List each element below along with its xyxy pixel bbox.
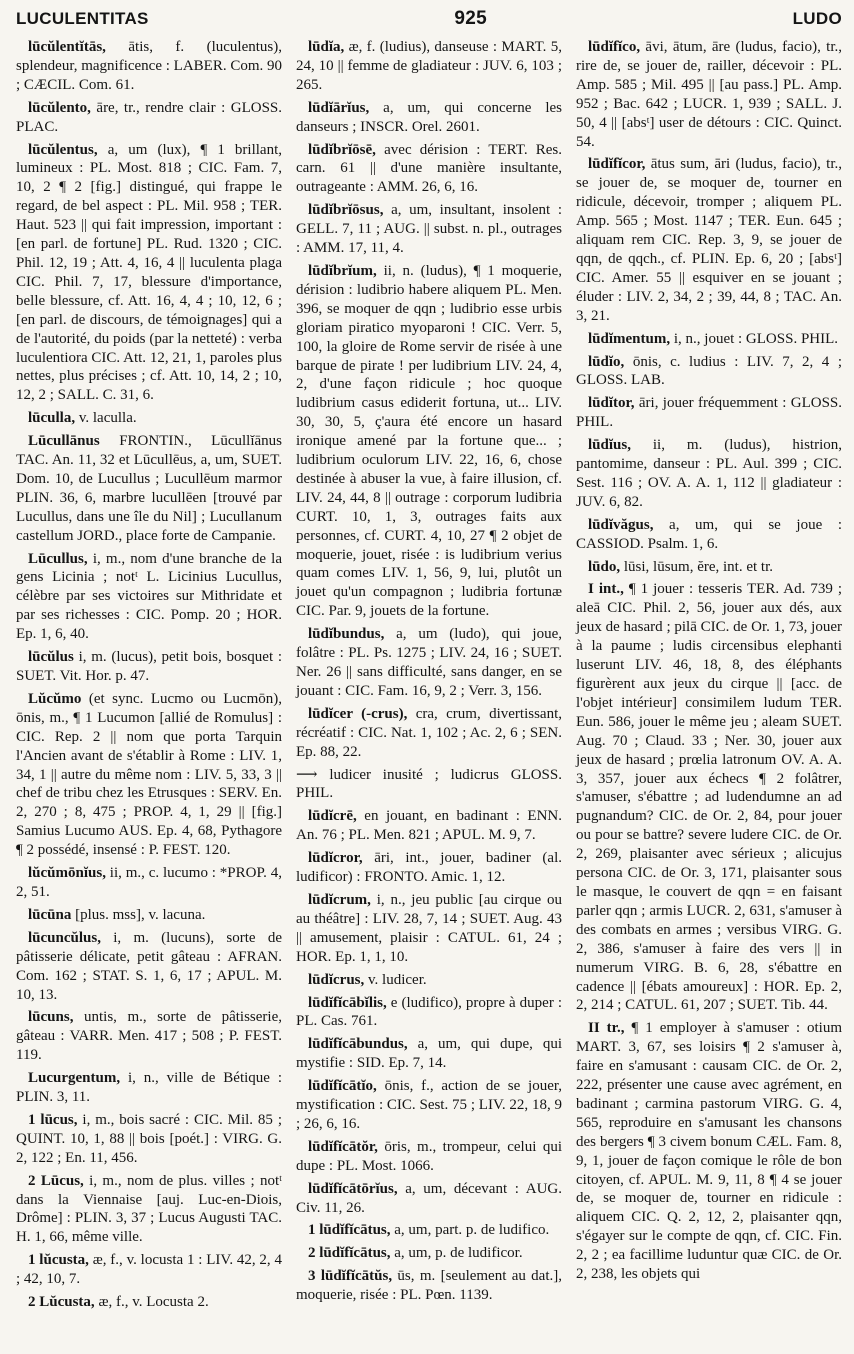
headword: lūdĭa, xyxy=(308,39,345,55)
headword: lūdĭbrĭōsē, xyxy=(308,141,376,158)
dictionary-entry xyxy=(296,971,562,990)
headword: lūdĭo, xyxy=(588,353,625,370)
headword: lūculla, xyxy=(28,410,76,427)
page-number: 925 xyxy=(454,8,487,29)
definition-text: ōris, m., trompeur, celui qui dupe : PL. Most. 1066. xyxy=(296,1138,562,1174)
headword: lūdĭus, xyxy=(588,437,631,454)
definition-text: ūs, m. [seulement au dat.], moquerie, risée : PL. Pœn. 1139. xyxy=(296,1268,563,1304)
headword: lūdĭfĭcātŏr, xyxy=(308,1138,378,1155)
headword: lūdĭcrus, xyxy=(308,971,365,988)
definition-text: ātus sum, āri (ludus, facio), tr., se jouer de, se moquer de, tourner en ridicule, décevoir, tromper ; aliquem PL. Amp. 565 ; Most. 1147 ; TER. Eun. 645 ; aliquam rem CIC. Rep. 3, 9, se jouer de qqn, de qqch., cf. PLIN. Ep. 6, 20 ; [absᵗ] CIC. Amer. 55 || esquiver en se jouant ; éluder : LIV. 2, 34, 2 ; 39, 44, 8 ; TAC. An. 3, 21. xyxy=(576,156,843,324)
definition-text: v. ludicer. xyxy=(368,971,427,988)
dictionary-entry xyxy=(576,1019,842,1284)
definition-text: æ, f., v. Locusta 2. xyxy=(98,1294,209,1311)
definition-text: æ, f., v. locusta 1 : LIV. 42, 2, 4 ; 42, 10, 7. xyxy=(16,1252,282,1288)
headword: lūdĭmentum, xyxy=(588,330,671,347)
definition-text: i, m., bois sacré : CIC. Mil. 85 ; QUINT. 10, 1, 88 || bois [poét.] : VIRG. G. 2, 122 ; En. 11, 456. xyxy=(16,1111,282,1166)
definition-text: ¶ 1 employer à s'amuser : otium MART. 3, 67, ses loisirs ¶ 2 s'amuser à, faire en s'amusant : causam CIC. de Or. 2, 222, présenter une cause avec agrément, en badinant ; carmina pastorum VIRG. G. 4, 565, reproduire en s'amusant les chansons des bergers ¶ 3 civem bonum CÆL. Fam. 8, 9, 1, jouer de façon comique le rôle de bon citoyen, cf. APUL. M. 9, 11, 8 ¶ 4 se jouer de, se moquer de, tourner en ridicule : aliquem CIC. Q. 2, 12, 2, plaisanter qqn, s'égayer sur le compte de qqn, cf. CIC. Fin. 2, 2 ; ea facillime luduntur quæ CIC. de Or. 2, 238, les objets qui xyxy=(576,1020,843,1283)
headword: lūdĭfĭcābundus, xyxy=(308,1036,408,1053)
headword: lūdĭvăgus, xyxy=(588,516,654,533)
definition-text: en jouant, en badinant : ENN. An. 76 ; PL. Men. 821 ; APUL. M. 9, 7. xyxy=(296,808,562,844)
column-middle xyxy=(296,38,562,1316)
headword: lūdĭcrum, xyxy=(308,891,371,908)
definition-text: untis, m., sorte de pâtisserie, gâteau : VARR. Men. 417 ; 508 ; P. FEST. 119. xyxy=(16,1009,282,1064)
dictionary-entry xyxy=(296,1267,562,1305)
definition-text: ii, m., c. lucumo : *PROP. 4, 2, 51. xyxy=(16,865,282,900)
definition-text: i, m., nom d'une branche de la gens Licinia ; notᵗ L. Licinius Lucullus, célèbre par ses victoires sur Mithridate et par ses richesses : CIC. Pomp. 20 ; HOR. Ep. 1, 6, 40. xyxy=(16,550,282,643)
headword: Lūcullānus xyxy=(28,433,100,450)
dictionary-entry xyxy=(576,436,842,512)
dictionary-entry xyxy=(16,432,282,545)
dictionary-entry xyxy=(576,353,842,391)
definition-text: i, n., jouet : GLOSS. PHIL. xyxy=(673,330,839,347)
headword: lūdĭfĭcābĭlis, xyxy=(308,994,387,1011)
dictionary-entry xyxy=(16,99,282,137)
definition-text: ii, m. (ludus), histrion, pantomime, danseur : PL. Aul. 399 ; CIC. Sest. 116 ; OV. A. A. 1, 112 || gladiateur : JUV. 6, 82. xyxy=(576,437,843,510)
headword: lūdĭbundus, xyxy=(308,626,385,643)
dictionary-entry xyxy=(296,1221,562,1240)
definition-text: a, um, p. de ludificor. xyxy=(394,1245,523,1262)
definition-text: e (ludifico), propre à duper : PL. Cas. 761. xyxy=(296,994,563,1030)
definition-text: āri, jouer fréquemment : GLOSS. PHIL. xyxy=(576,395,843,431)
headword: lūdĭcror, xyxy=(308,850,363,867)
page-header xyxy=(16,8,842,34)
dictionary-entry xyxy=(16,906,282,925)
headword: 1 lŭcusta, xyxy=(28,1252,89,1269)
definition-text: FRONTIN., Lūcullĭānus TAC. An. 11, 32 et Lūcullēus, a, um, SUET. Dom. 10, de Lucullus ; Lucullēum marmor PLIN. 36, 6, marbre lucullēen [trouvé par Lucullus, dans une île du Nil] ; Lucullanum castellum JORD., place forte de Campanie. xyxy=(16,433,282,544)
headword: lūdĭbrĭōsus, xyxy=(308,202,384,219)
dictionary-entry xyxy=(296,766,562,804)
headword: 2 lūdĭfĭcātus, xyxy=(308,1245,391,1262)
dictionary-entry xyxy=(296,994,562,1032)
headword: lūdĭbrĭum, xyxy=(308,262,377,279)
dictionary-entry xyxy=(16,1111,282,1168)
definition-text: i, m. (lucuns), sorte de pâtisserie délicate, petit gâteau : AFRAN. Com. 162 ; STAT. S. 1, 6, 17 ; APUL. M. 10, 13. xyxy=(16,929,282,1003)
dictionary-entry xyxy=(16,690,282,860)
definition-text: āvi, ātum, āre (ludus, facio), tr., rire de, se jouer de, railler, décevoir : PL. Amp. 585 ; Mil. 495 || [au pass.] PL. Amp. 952 ; Bac. 642 ; LUCR. 1, 939 ; SALL. J. 50, 4 || [absᵗ] user de détours : CIC. Quinct. 54. xyxy=(576,39,842,150)
dictionary-entry xyxy=(576,155,842,325)
dictionary-entry xyxy=(296,705,562,762)
dictionary-entry xyxy=(296,849,562,887)
headword: 1 lūcus, xyxy=(28,1111,78,1128)
dictionary-entry xyxy=(296,1180,562,1218)
definition-text: a, um (lux), ¶ 1 brillant, lumineux : PL. Most. 818 ; CIC. Fam. 7, 10, 2 ¶ 2 [fig.] distingué, qui frappe le regard, de bel aspect : PL. Mil. 958 ; TER. Haut. 523 || qui fait impression, important : [en parl. de fortune] PL. Rud. 1320 ; CIC. Phil. 12, 19 ; Att. 4, 16, 4 || luculenta plaga CIC. Phil. 7, 17, blessure d'importance, belle blessure, cf. Att. 16, 4, 4 ; 10, 12, 6 ; [en parl. de discours, de témoignages] qui a de l'autorité, du poids (par la netteté) : verba luculentiora CIC. Att. 12, 21, 1, paroles plus nettes, plus précises ; cf. Att. 10, 14, 2 ; 10, 12, 2 ; SALL. C. 31, 6. xyxy=(16,141,282,404)
running-head-right: LUDO xyxy=(792,9,842,28)
definition-text: [plus. mss], v. lacuna. xyxy=(75,906,206,923)
definition-text: āre, tr., rendre clair : GLOSS. PLAC. xyxy=(16,99,283,135)
dictionary-entry xyxy=(16,141,282,406)
definition-text: ōnis, c. ludius : LIV. 7, 2, 4 ; GLOSS. LAB. xyxy=(576,353,842,389)
definition-text: ōnis, f., action de se jouer, mystification : CIC. Sest. 75 ; LIV. 22, 18, 9 ; 26, 6, 16. xyxy=(296,1078,563,1132)
headword: lūcuncŭlus, xyxy=(28,929,101,946)
headword: lūdo, xyxy=(588,558,621,575)
headword: II tr., xyxy=(588,1020,625,1037)
headword: lūdĭfĭcātōrĭus, xyxy=(308,1180,398,1197)
headword: 3 lūdĭfĭcātŭs, xyxy=(308,1268,393,1285)
definition-text: ¶ 1 jouer : tesseris TER. Ad. 739 ; aleā CIC. Phil. 2, 56, jouer aux dés, aux jeux de hasard ; pilā CIC. de Or. 1, 73, jouer à la paume ; ludis circensibus elephanti luserunt LIV. 46, 18, 8, des éléphants figurèrent aux jeux du cirque || [acc. de l'objet intérieur] consimilem ludum TER. Eun. 586, jouer le même jeu ; aleam SUET. Aug. 70 ; Claud. 33 ; Ner. 30, jouer aux jeux de hasard ; prœlia latronum OV. A. A. 3, 357, jouer aux échecs ¶ 2 folâtrer, s'amuser, s'ébattre ; ad ludendumne an ad pugnandum? CIC. de Or. 2, 84, pour jouer ou pour se battre? severe ludere CIC. de Or. 2, 269, plaisanter avec sérieux ; alicujus persona CIC. de Or. 3, 171, plaisanter sous le masque, le couvert de qqn = en faisant parler qqn ; armis LUCR. 2, 631, s'amuser à des combats en armes ; versibus VIRG. G. 2, 386, s'amuser à faire des vers || in numerum VIRG. B. 6, 28, s'ébattre en cadence || [ébats amoureux] : HOR. Ep. 2, 2, 214 ; CATUL. 61, 207 ; SUET. Tib. 44. xyxy=(576,581,842,1014)
definition-text: i, m., nom de plus. villes ; notᵗ dans la Viennaise [auj. Luc-en-Diois, Drôme] : PLIN. 3, 37 ; Lucus Augusti TAC. H. 1, 66, même ville. xyxy=(16,1172,283,1246)
definition-text: a, um, qui se joue : CASSIOD. Psalm. 1, 6. xyxy=(576,516,842,552)
dictionary-entry xyxy=(296,38,562,95)
headword: Lūcullus, xyxy=(28,550,88,567)
dictionary-entry xyxy=(16,1008,282,1065)
dictionary-entry xyxy=(296,141,562,198)
dictionary-entry xyxy=(296,1138,562,1176)
dictionary-entry xyxy=(16,929,282,1005)
definition-text: avec dérision : TERT. Res. carn. 61 || d'une manière insultante, outrageante : AMM. 26, 6, 16. xyxy=(296,141,562,196)
column-right xyxy=(576,38,842,1316)
headword: lūcŭlus xyxy=(28,649,74,666)
dictionary-entry xyxy=(296,201,562,258)
headword: lūdĭcrē, xyxy=(308,808,357,825)
definition-text: a, um, qui concerne les danseurs ; INSCR. Orel. 2601. xyxy=(296,99,563,135)
definition-text: v. laculla. xyxy=(78,410,137,427)
dictionary-entry xyxy=(16,409,282,428)
dictionary-entry xyxy=(576,580,842,1015)
headword: lūdĭfĭco, xyxy=(588,39,641,55)
dictionary-entry xyxy=(296,1035,562,1073)
dictionary-entry xyxy=(16,1172,282,1248)
headword: Lŭcŭmo xyxy=(28,690,82,707)
dictionary-entry xyxy=(16,550,282,645)
definition-text: i, n., jeu public [au cirque ou au théâtre] : LIV. 28, 7, 14 ; SUET. Aug. 43 || amusement, plaisir : CATUL. 61, 24 ; HOR. Ep. 1, 1, 10. xyxy=(296,891,562,965)
dictionary-entry xyxy=(296,807,562,845)
definition-text: a, um, insultant, insolent : GELL. 7, 11 ; AUG. || subst. n. pl., outrages : AMM. 17, 11, 4. xyxy=(296,202,562,257)
headword: lūdĭfĭcātĭo, xyxy=(308,1078,377,1095)
dictionary-entry xyxy=(16,864,282,902)
dictionary-entry xyxy=(296,1077,562,1134)
definition-text: a, um, qui dupe, qui mystifie : SID. Ep. 7, 14. xyxy=(296,1036,563,1072)
definition-text: āri, int., jouer, badiner (al. ludificor) : FRONTO. Amic. 1, 12. xyxy=(296,850,562,886)
headword: lūcūna xyxy=(28,906,72,923)
dictionary-entry xyxy=(16,1069,282,1107)
definition-text: ⟶ ludicer inusité ; ludicrus GLOSS. PHIL. xyxy=(296,766,562,802)
headword: lūdĭārĭus, xyxy=(308,99,370,116)
columns xyxy=(16,38,842,1316)
definition-text: ii, n. (ludus), ¶ 1 moquerie, dérision : ludibrio habere aliquem PL. Men. 396, se moquer de qqn ; ludibrio esse urbis gloriam piratico myoparoni ! CIC. Verr. 5, 100, la gloire de Rome servir de risée à une barque de pirate ! per ludibrium LIV. 24, 4, 2, d'une façon ridicule ; hoc quoque ludibrium casus ediderit fortuna, ut... LIV. 30, 30, 5, ç'aura été encore un hasard ironique amené par la fortune que... ; ludibrium oculorum LIV. 22, 16, 6, chose destinée à abuser la vue, à faire illusion, cf. LIV. 24, 44, 8 || outrage : corporum ludibria CURT. 10, 1, 3, outrages faits aux personnes, cf. CURT. 4, 10, 27 ¶ 2 objet de moquerie, jouet, risée : is ludibrium verius quam comes LIV. 1, 56, 9, lui, plutôt un jouet qu'un compagnon ; ludibria fortunæ CIC. Par. 9, jouets de la fortune. xyxy=(296,262,562,620)
headword: lūcŭlentĭtās, xyxy=(28,39,106,55)
dictionary-entry xyxy=(576,38,842,151)
dictionary-entry xyxy=(16,1293,282,1312)
headword: lūdĭcer (-crus), xyxy=(308,705,408,722)
definition-text: ātis, f. (luculentus), splendeur, magnificence : LABER. Com. 90 ; CÆCIL. Com. 61. xyxy=(16,39,283,93)
definition-text: cra, crum, divertissant, récréatif : CIC. Nat. 1, 102 ; Ac. 2, 6 ; SEN. Ep. 88, 22. xyxy=(296,705,562,760)
dictionary-entry xyxy=(16,38,282,95)
definition-text: æ, f. (ludius), danseuse : MART. 5, 24, 10 || femme de gladiateur : JUV. 6, 103 ; 265. xyxy=(296,39,562,93)
headword: 2 Lŭcusta, xyxy=(28,1294,95,1311)
dictionary-entry xyxy=(576,558,842,577)
definition-text: (et sync. Lucmo ou Lucmōn), ōnis, m., ¶ 1 Lucumon [allié de Romulus] : CIC. Rep. 2 || nom que porta Tarquin l'Ancien avant de s'établir à Rome : LIV. 1, 34, 1 || autre du même nom : LIV. 5, 33, 3 || chef de tribu chez les Etrusques : SERV. En. 2, 270 ; 8, 475 ; PROP. 4, 1, 29 || [fig.] Samius Lucumo AUS. Ep. 4, 68, Pythagore ¶ 2 possédé, insensé : P. FEST. 120. xyxy=(16,690,283,859)
definition-text: a, um (ludo), qui joue, folâtre : PL. Ps. 1275 ; LIV. 24, 16 ; SUET. Ner. 26 || sans difficulté, sans danger, en se jouant : CIC. Fam. 16, 9, 2 ; Verr. 3, 156. xyxy=(296,626,563,699)
dictionary-entry xyxy=(16,648,282,686)
dictionary-entry xyxy=(296,262,562,621)
headword: lūcuns, xyxy=(28,1009,74,1026)
headword: lŭcŭmōnĭus, xyxy=(28,865,106,882)
definition-text: a, um, part. p. de ludifico. xyxy=(394,1222,550,1239)
headword: lūcŭlentus, xyxy=(28,141,98,158)
dictionary-entry xyxy=(16,1251,282,1289)
running-head-left: LUCULENTITAS xyxy=(16,9,149,28)
headword: lūcŭlento, xyxy=(28,99,91,116)
definition-text: a, um, décevant : AUG. Civ. 11, 26. xyxy=(296,1180,562,1216)
dictionary-entry xyxy=(576,516,842,554)
dictionary-entry xyxy=(296,99,562,137)
dictionary-entry xyxy=(296,891,562,967)
column-left xyxy=(16,38,282,1316)
dictionary-entry xyxy=(296,1244,562,1263)
headword: lūdĭfĭcor, xyxy=(588,156,646,173)
dictionary-entry xyxy=(576,330,842,349)
definition-text: i, m. (lucus), petit bois, bosquet : SUET. Vit. Hor. p. 47. xyxy=(16,649,283,684)
headword: 2 Lūcus, xyxy=(28,1172,84,1189)
dictionary-entry xyxy=(576,394,842,432)
definition-text: lūsi, lūsum, ĕre, int. et tr. xyxy=(623,558,774,575)
definition-text: i, n., ville de Bétique : PLIN. 3, 11. xyxy=(16,1070,282,1106)
headword: Lucurgentum, xyxy=(28,1070,121,1087)
dictionary-entry xyxy=(296,625,562,701)
headword: 1 lūdĭfĭcātus, xyxy=(308,1222,391,1239)
headword: lūdĭtor, xyxy=(588,395,635,412)
headword: I int., xyxy=(588,581,624,598)
